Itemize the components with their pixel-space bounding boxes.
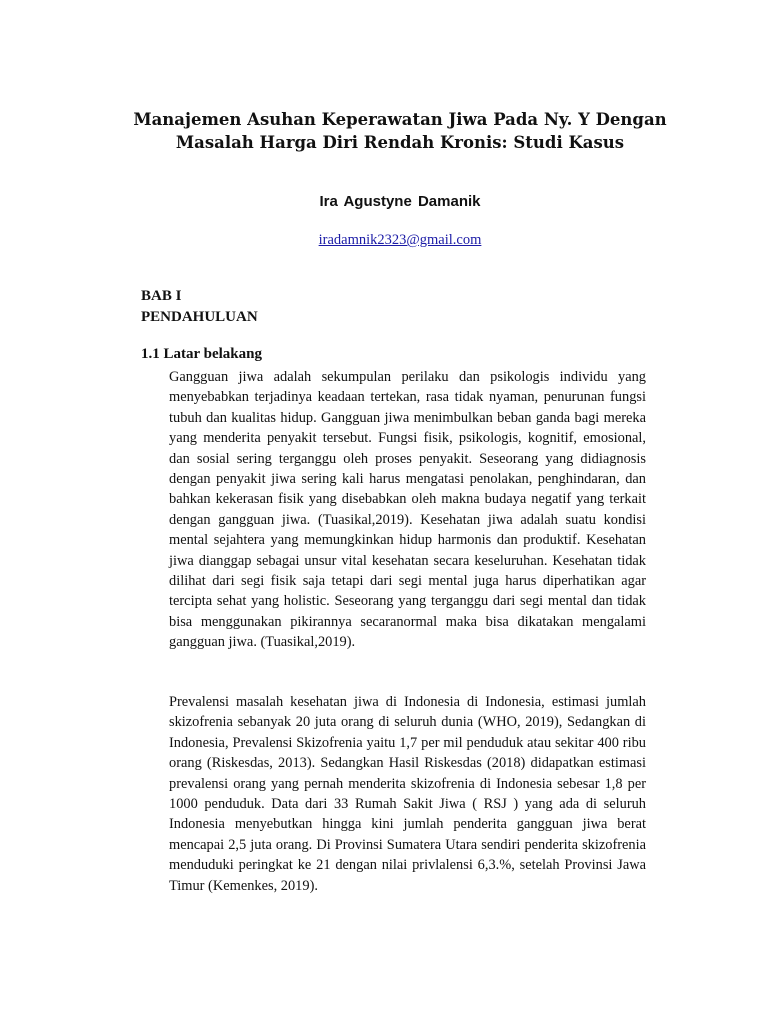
title-line-2: Masalah Harga Diri Rendah Kronis: Studi Kasus [175, 133, 625, 152]
author-email-link[interactable]: iradamnik2323@gmail.com [318, 232, 482, 248]
chapter-number: BAB I [141, 288, 182, 304]
document-title [100, 108, 700, 154]
chapter-heading [141, 286, 258, 328]
section-heading: 1.1 Latar belakang [141, 346, 262, 362]
paragraph-1: Gangguan jiwa adalah sekumpulan perilaku dan psikologis individu yang menyebabkan terjadinya keadaan tertekan, rasa tidak nyaman, penurunan fungsi tubuh dan kualitas hidup. Gangguan jiwa menimbulkan beban ganda bagi mereka yang menderita penyakit tersebut. Fungsi fisik, psikologis, kognitif, emosional, dan sosial sering terganggu oleh proses penyakit. Seseorang yang didiagnosis dengan penyakit jiwa sering kali harus mengatasi penolakan, penghindaran, dan bahkan kekerasan fisik yang disebabkan oleh makna budaya negatif yang terkait dengan gangguan jiwa. (Tuasikal,2019). Kesehatan jiwa adalah suatu kondisi mental sejahtera yang memungkinkan hidup harmonis dan produktif. Kesehatan jiwa dianggap sebagai unsur vital kesehatan secara keseluruhan. Kesehatan tidak dilihat dari segi fisik saja tetapi dari segi mental juga harus diperhatikan agar tercipta sehat yang holistic. Seseorang yang terganggu dari segi mental dan tidak bisa menggunakan pikirannya secaranormal maka bisa dikatakan mengalami gangguan jiwa. (Tuasikal,2019). [169, 369, 646, 651]
author-name: Ira Agustyne Damanik [319, 193, 481, 210]
paragraph-2: Prevalensi masalah kesehatan jiwa di Indonesia di Indonesia, estimasi jumlah skizofrenia sebanyak 20 juta orang di seluruh dunia (WHO, 2019), Sedangkan di Indonesia, Prevalensi Skizofrenia yaitu 1,7 per mil penduduk atau sekitar 400 ribu orang (Riskesdas, 2013). Sedangkan Hasil Riskesdas (2018) didapatkan estimasi prevalensi orang yang pernah menderita skizofrenia di Indonesia sebesar 1,8 per 1000 penduduk. Data dari 33 Rumah Sakit Jiwa ( RSJ ) yang ada di seluruh Indonesia menyebutkan hingga kini jumlah penderita gangguan jiwa berat mencapai 2,5 juta orang. Di Provinsi Sumatera Utara sendiri penderita skizofrenia menduduki peringkat ke 21 dengan nilai privlalensi 6,3.%, setelah Provinsi Jawa Timur (Kemenkes, 2019). [169, 694, 646, 894]
title-line-1: Manajemen Asuhan Keperawatan Jiwa Pada Ny. Y Dengan [133, 110, 667, 129]
chapter-title: PENDAHULUAN [141, 309, 258, 325]
